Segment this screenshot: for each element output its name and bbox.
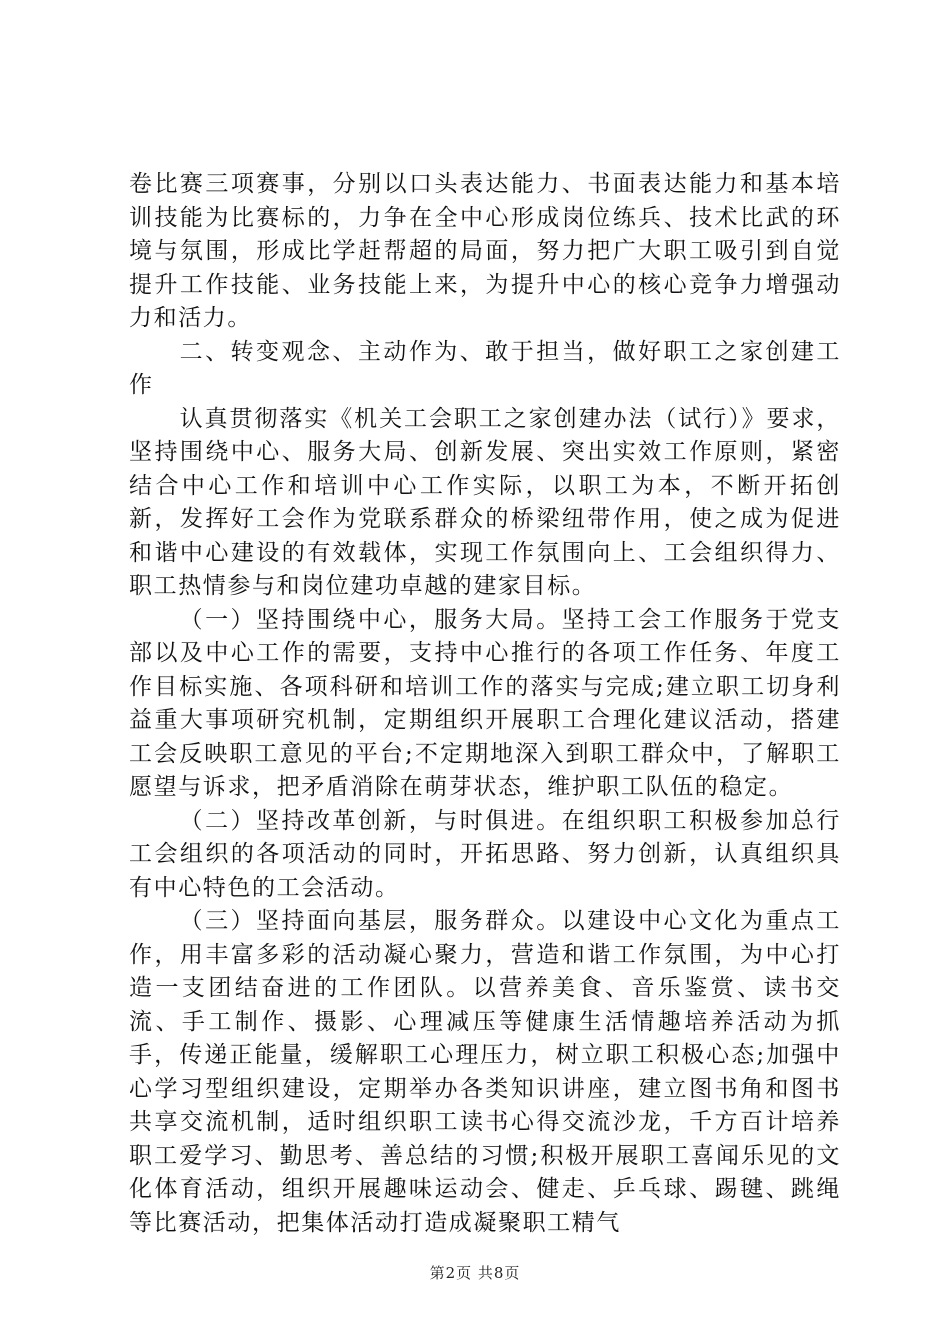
page-number-footer: 第2页 共8页 <box>429 1264 521 1282</box>
paragraph-item-three: （三）坚持面向基层，服务群众。以建设中心文化为重点工作，用丰富多彩的活动凝心聚力，营造和谐工作氛围，为中心打造一支团结奋进的工作团队。以营养美食、音乐鉴赏、读书交流、手工制作、摄影、心理减压等健康生活情趣培养活动为抓手，传递正能量，缓解职工心理压力，树立职工积极心态;加强中心学习型组织建设，定期举办各类知识讲座，建立图书角和图书共享交流机制，适时组织职工读书心得交流沙龙，千方百计培养职工爱学习、勤思考、善总结的习惯;积极开展职工喜闻乐见的文化体育活动，组织开展趣味运动会、健走、乒乓球、踢毽、跳绳等比赛活动，把集体活动打造成凝聚职工精气 <box>129 908 841 1236</box>
document-body <box>129 168 841 1240</box>
paragraph-item-two: （二）坚持改革创新，与时俱进。在组织职工积极参加总行工会组织的各项活动的同时，开拓思路、努力创新，认真组织具有中心特色的工会活动。 <box>129 807 841 901</box>
paragraph-continuation: 卷比赛三项赛事，分别以口头表达能力、书面表达能力和基本培训技能为比赛标的，力争在全中心形成岗位练兵、技术比武的环境与氛围，形成比学赶帮超的局面，努力把广大职工吸引到自觉提升工作技能、业务技能上来，为提升中心的核心竞争力增强动力和活力。 <box>129 171 841 331</box>
section-heading-two: 二、转变观念、主动作为、敢于担当，做好职工之家创建工作 <box>129 338 841 398</box>
paragraph-item-one: （一）坚持围绕中心，服务大局。坚持工会工作服务于党支部以及中心工作的需要，支持中心推行的各项工作任务、年度工作目标实施、各项科研和培训工作的落实与完成;建立职工切身利益重大事项研究机制，定期组织开展职工合理化建议活动，搭建工会反映职工意见的平台;不定期地深入到职工群众中，了解职工愿望与诉求，把矛盾消除在萌芽状态，维护职工队伍的稳定。 <box>129 606 841 800</box>
paragraph-intro: 认真贯彻落实《机关工会职工之家创建办法（试行）》要求，坚持围绕中心、服务大局、创新发展、突出实效工作原则，紧密结合中心工作和培训中心工作实际，以职工为本，不断开拓创新，发挥好工会作为党联系群众的桥梁纽带作用，使之成为促进和谐中心建设的有效载体，实现工作氛围向上、工会组织得力、职工热情参与和岗位建功卓越的建家目标。 <box>129 405 841 599</box>
